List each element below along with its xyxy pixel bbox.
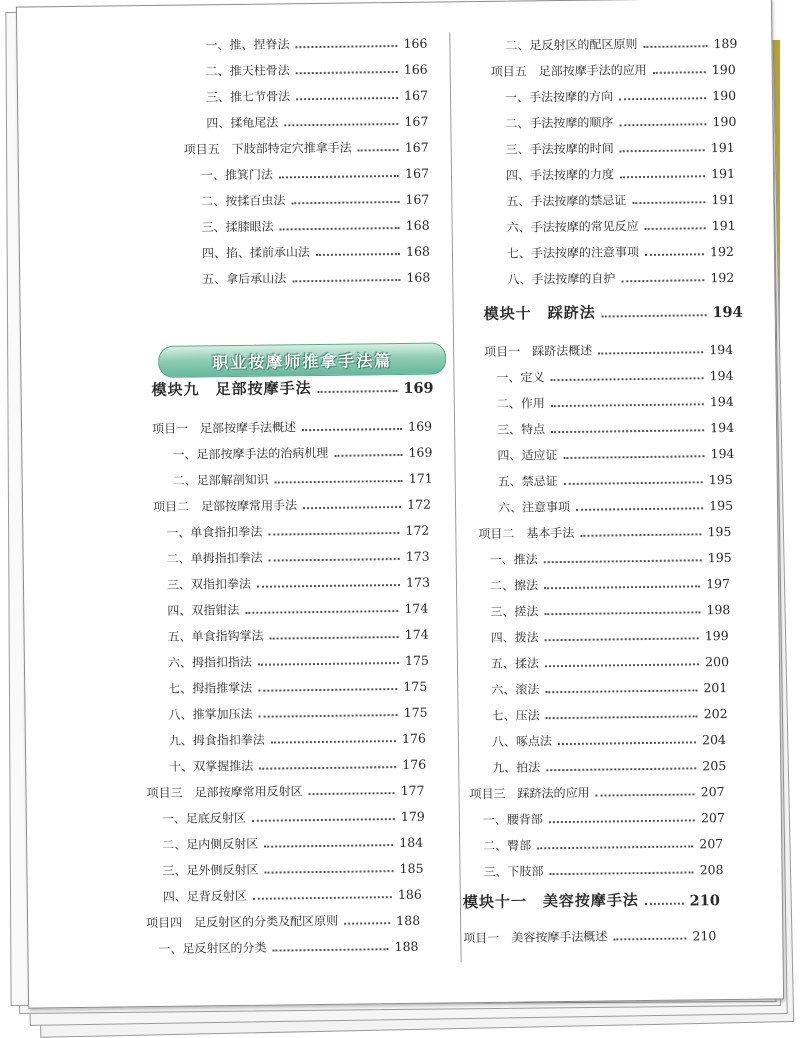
toc-entry <box>490 599 730 620</box>
toc-project-entry <box>146 780 424 801</box>
toc-entry-label: 三、特点 <box>497 422 546 437</box>
toc-entry-page: 167 <box>405 165 430 181</box>
dot-leader <box>264 844 393 848</box>
toc-entry <box>491 703 727 724</box>
toc-entry <box>507 215 736 236</box>
toc-entry-page: 208 <box>699 862 724 878</box>
toc-entry <box>166 520 429 541</box>
dot-leader <box>563 455 704 459</box>
toc-entry-label: 模块十 踩跻法 <box>483 303 596 323</box>
dot-leader <box>619 97 706 100</box>
toc-entry-label: 一、足反射区的分类 <box>158 940 267 956</box>
toc-entry <box>172 442 432 463</box>
toc-entry-label: 五、拿后承山法 <box>202 271 287 287</box>
dot-leader <box>545 637 699 641</box>
toc-project-entry <box>184 137 429 158</box>
toc-entry <box>202 267 430 288</box>
dot-leader <box>272 948 388 951</box>
toc-entry-page: 188 <box>396 912 421 929</box>
toc-entry-page: 175 <box>403 678 428 694</box>
toc-entry-page: 194 <box>710 445 735 462</box>
toc-entry-label: 三、推七节骨法 <box>205 89 291 105</box>
toc-entry-label: 二、手法按摩的顺序 <box>505 115 614 131</box>
toc-entry-page: 195 <box>709 497 734 514</box>
toc-entry <box>505 85 736 106</box>
dot-leader <box>316 253 400 256</box>
toc-entry-label: 四、揉龟尾法 <box>206 115 279 131</box>
toc-entry-label: 项目四 足反射区的分类及配区原则 <box>146 913 339 931</box>
dot-leader <box>613 938 686 941</box>
toc-entry-label: 项目一 踩跻法概述 <box>484 343 593 359</box>
toc-entry-label: 三、手法按摩的时间 <box>505 141 614 157</box>
toc-entry-label: 五、揉法 <box>490 656 540 671</box>
toc-entry <box>162 806 425 827</box>
toc-entry <box>483 859 723 880</box>
toc-project-entry <box>152 416 432 437</box>
dot-leader <box>545 663 699 667</box>
toc-project-entry <box>153 494 431 515</box>
toc-entry-page: 175 <box>404 652 430 668</box>
toc-entry-label: 六、滚法 <box>491 682 540 697</box>
toc-entry-page: 179 <box>400 808 425 825</box>
toc-module-heading <box>463 887 720 912</box>
toc-entry-page: 198 <box>706 601 731 618</box>
dot-leader <box>643 45 707 48</box>
toc-entry-label: 项目五 下肢部特定穴推拿手法 <box>183 140 352 157</box>
toc-entry-page: 174 <box>404 626 429 642</box>
toc-entry-page: 172 <box>407 496 432 512</box>
toc-entry-label: 项目一 美容按摩手法概述 <box>463 929 608 946</box>
toc-entry <box>491 651 729 672</box>
toc-entry-page: 168 <box>405 217 430 233</box>
toc-entry-label: 三、足外侧反射区 <box>162 862 259 878</box>
dot-leader <box>245 610 398 614</box>
toc-entry-label: 五、禁忌证 <box>497 474 558 489</box>
dot-leader <box>546 767 696 771</box>
toc-project-entry <box>491 59 736 80</box>
dot-leader <box>280 227 400 230</box>
toc-entry <box>492 755 726 776</box>
toc-entry <box>497 443 734 464</box>
toc-entry <box>206 85 428 106</box>
toc-entry <box>483 807 725 828</box>
toc-entry-page: 169 <box>403 379 434 397</box>
toc-entry <box>506 137 735 158</box>
toc-entry <box>505 33 737 54</box>
toc-entry-page: 190 <box>711 61 736 78</box>
toc-entry <box>206 111 428 132</box>
toc-entry-label: 四、掐、揉前承山法 <box>201 245 311 261</box>
dot-leader <box>544 585 700 589</box>
toc-entry-label: 项目二 基本手法 <box>478 525 575 542</box>
toc-entry-page: 185 <box>399 860 424 877</box>
dot-leader <box>258 688 397 692</box>
dot-leader <box>334 454 402 457</box>
toc-entry-label: 一、足部按摩手法的治病机理 <box>172 445 329 462</box>
toc-entry <box>206 59 428 80</box>
toc-entry <box>167 598 428 619</box>
toc-entry-label: 一、推、捏脊法 <box>205 37 290 53</box>
toc-entry-page: 210 <box>692 928 717 944</box>
dot-leader <box>602 314 707 317</box>
dot-leader <box>252 818 395 822</box>
toc-entry <box>162 832 423 853</box>
toc-entry-page: 204 <box>701 732 727 748</box>
toc-entry <box>507 241 734 262</box>
dot-leader <box>292 279 400 282</box>
toc-entry-label: 三、揉膝眼法 <box>201 219 274 235</box>
dot-leader <box>270 636 399 640</box>
toc-entry-page: 166 <box>403 61 428 77</box>
dot-leader <box>268 532 399 536</box>
toc-entry-label: 二、擦法 <box>489 578 539 593</box>
toc-entry-page: 195 <box>707 549 732 566</box>
toc-entry-label: 六、拇指扣指法 <box>167 654 253 670</box>
toc-entry-page: 174 <box>404 600 429 616</box>
toc-entry-page: 194 <box>710 419 735 436</box>
toc-entry-label: 二、推天柱骨法 <box>205 63 290 79</box>
toc-entry-label: 二、作用 <box>496 396 545 411</box>
toc-project-entry <box>146 910 420 931</box>
toc-entry-page: 202 <box>703 706 728 722</box>
toc-module-heading <box>484 299 743 324</box>
toc-entry-page: 199 <box>704 627 729 644</box>
toc-entry-page: 191 <box>711 217 736 234</box>
toc-entry-label: 七、压法 <box>491 708 540 723</box>
toc-entry <box>491 625 729 646</box>
toc-entry <box>163 884 422 905</box>
dot-leader <box>318 390 398 393</box>
toc-entry-page: 168 <box>405 243 431 259</box>
toc-entry <box>483 833 723 854</box>
toc-entry-page: 194 <box>709 393 734 410</box>
toc-entry <box>498 495 733 516</box>
toc-entry-page: 176 <box>402 756 427 772</box>
section-banner: 职业按摩师推拿手法篇 <box>158 342 446 378</box>
toc-entry-page: 192 <box>710 243 735 260</box>
toc-entry-page: 197 <box>706 575 731 592</box>
toc-entry-page: 186 <box>397 886 422 903</box>
dot-leader <box>291 201 399 204</box>
toc-entry-label: 项目二 足部按摩常用手法 <box>152 498 298 515</box>
toc-page <box>16 0 784 1009</box>
toc-entry-page: 166 <box>403 35 428 51</box>
toc-entry <box>496 365 733 386</box>
toc-entry-label: 三、搓法 <box>490 604 539 619</box>
dot-leader <box>284 123 398 126</box>
toc-entry-page: 173 <box>406 574 431 590</box>
toc-entry-page: 207 <box>699 836 724 852</box>
toc-entry-page: 167 <box>404 139 429 155</box>
dot-leader <box>551 377 704 381</box>
toc-entry-label: 模块九 足部按摩手法 <box>151 379 312 400</box>
toc-entry-label: 五、单食指钩掌法 <box>167 628 264 644</box>
toc-entry-label: 二、按揉百虫法 <box>201 193 286 209</box>
dot-leader <box>596 793 695 796</box>
dot-leader <box>275 480 403 484</box>
toc-entry-page: 201 <box>703 680 728 696</box>
toc-entry-page: 194 <box>709 341 734 358</box>
toc-entry-label: 一、足底反射区 <box>161 810 246 826</box>
toc-entry-label: 十、双掌握推法 <box>169 758 254 774</box>
toc-entry-label: 八、啄点法 <box>491 734 553 749</box>
toc-entry-page: 169 <box>408 418 433 434</box>
dot-leader <box>537 845 693 849</box>
dot-leader <box>580 533 701 536</box>
toc-entry-page: 207 <box>700 810 725 826</box>
dot-leader <box>344 922 390 925</box>
dot-leader <box>296 71 398 74</box>
toc-entry-label: 二、足部解剖知识 <box>172 472 269 488</box>
dot-leader <box>620 149 705 152</box>
toc-project-entry <box>469 781 724 802</box>
toc-entry-page: 189 <box>713 35 738 52</box>
dot-leader <box>645 903 684 905</box>
dot-leader <box>645 227 706 230</box>
toc-entry-page: 207 <box>700 784 725 800</box>
toc-entry-label: 四、双指钳法 <box>167 602 240 618</box>
dot-leader <box>564 481 703 485</box>
toc-entry-label: 一、手法按摩的方向 <box>504 89 614 105</box>
toc-entry-label: 七、手法按摩的注意事项 <box>506 245 640 261</box>
toc-module-heading <box>151 375 433 400</box>
toc-entry-label: 模块十一 美容按摩手法 <box>462 891 639 912</box>
toc-entry-page: 167 <box>405 191 430 207</box>
toc-entry-page: 177 <box>400 782 425 799</box>
dot-leader <box>296 97 398 100</box>
toc-entry <box>201 189 429 210</box>
column-divider <box>449 32 461 962</box>
toc-entry <box>167 572 430 593</box>
toc-entry-page: 195 <box>708 471 733 488</box>
toc-entry <box>497 417 734 438</box>
dot-leader <box>621 279 704 282</box>
dot-leader <box>302 428 402 431</box>
dot-leader <box>545 689 697 693</box>
toc-entry <box>507 267 734 288</box>
dot-leader <box>257 584 400 588</box>
toc-entry-label: 四、足背反射区 <box>162 888 247 904</box>
toc-entry-page: 168 <box>406 269 431 285</box>
toc-entry <box>201 215 429 236</box>
dot-leader <box>309 792 395 795</box>
toc-entry-page: 167 <box>404 113 429 129</box>
toc-entry <box>169 754 426 775</box>
toc-entry-label: 七、拇指推掌法 <box>168 680 253 696</box>
dot-leader <box>653 71 706 74</box>
toc-entry <box>205 33 427 54</box>
toc-entry <box>173 468 433 489</box>
toc-entry-label: 三、下肢部 <box>483 864 544 880</box>
dot-leader <box>619 123 706 126</box>
toc-entry-label: 四、适应证 <box>497 448 558 463</box>
dot-leader <box>544 611 700 615</box>
toc-entry <box>168 676 427 697</box>
toc-entry-label: 项目三 足部按摩常用反射区 <box>146 784 303 801</box>
toc-entry-page: 173 <box>405 548 430 564</box>
toc-entry-page: 192 <box>710 269 735 286</box>
toc-entry-page: 191 <box>711 191 736 208</box>
toc-entry-page: 190 <box>712 87 737 104</box>
toc-entry-label: 八、推掌加压法 <box>168 706 253 722</box>
dot-leader <box>303 506 401 509</box>
dot-leader <box>259 714 398 718</box>
toc-entry-page: 172 <box>405 522 430 538</box>
toc-entry-label: 三、双指扣拳法 <box>166 576 252 592</box>
toc-entry-page: 188 <box>394 938 419 955</box>
dot-leader <box>279 175 399 178</box>
dot-leader <box>269 558 400 562</box>
toc-entry <box>168 702 427 723</box>
toc-entry-page: 184 <box>399 834 424 851</box>
toc-entry-page: 191 <box>710 139 735 156</box>
toc-entry-page: 205 <box>702 758 727 774</box>
dot-leader <box>258 662 399 666</box>
toc-entry <box>167 546 430 567</box>
toc-entry <box>506 163 735 184</box>
toc-entry-page: 190 <box>712 113 737 130</box>
toc-entry-label: 项目一 足部按摩手法概述 <box>151 420 297 437</box>
dot-leader <box>598 351 703 354</box>
toc-entry <box>201 163 429 184</box>
toc-entry-label: 二、足内侧反射区 <box>162 836 259 852</box>
dot-leader <box>265 870 394 874</box>
toc-entry-label: 一、腰背部 <box>482 812 543 828</box>
toc-entry-label: 一、推箕门法 <box>200 167 274 183</box>
dot-leader <box>253 896 392 900</box>
toc-entry-page: 167 <box>404 87 429 103</box>
toc-entry-label: 二、臀部 <box>483 838 532 854</box>
toc-project-entry <box>478 521 731 542</box>
toc-entry-label: 一、定义 <box>496 370 545 385</box>
toc-entry <box>497 391 734 412</box>
toc-entry-page: 169 <box>408 444 433 460</box>
dot-leader <box>558 741 696 745</box>
toc-entry <box>506 189 735 210</box>
toc-entry <box>162 858 423 879</box>
toc-entry-label: 一、推法 <box>489 552 538 567</box>
dot-leader <box>632 201 705 204</box>
toc-entry-page: 194 <box>712 303 743 322</box>
dot-leader <box>551 403 704 407</box>
toc-entry-label: 五、手法按摩的禁忌证 <box>506 193 627 209</box>
toc-entry <box>169 728 426 749</box>
toc-entry <box>505 111 736 132</box>
toc-entry <box>490 573 730 594</box>
toc-entry-page: 194 <box>709 367 734 384</box>
dot-leader <box>295 45 397 48</box>
toc-entry <box>168 650 429 671</box>
dot-leader <box>620 175 705 178</box>
toc-entry-page: 175 <box>403 704 428 720</box>
toc-entry <box>492 729 726 750</box>
dot-leader <box>549 819 695 823</box>
toc-project-entry <box>463 925 716 946</box>
toc-project-entry <box>484 339 733 360</box>
toc-entry-label: 项目五 足部按摩手法的应用 <box>490 62 647 79</box>
toc-entry-label: 四、手法按摩的力度 <box>505 167 615 183</box>
toc-entry-label: 六、手法按摩的常见反应 <box>506 219 639 235</box>
toc-entry <box>202 241 430 262</box>
toc-entry <box>490 547 732 568</box>
dot-leader <box>551 429 704 433</box>
toc-entry <box>498 469 733 490</box>
toc-entry-page: 200 <box>705 653 730 670</box>
toc-entry <box>491 677 727 698</box>
dot-leader <box>358 149 399 152</box>
toc-entry-label: 九、拍法 <box>492 760 541 775</box>
toc-entry-label: 二、足反射区的配区原则 <box>505 37 638 53</box>
toc-entry-label: 一、单食指扣拳法 <box>166 524 263 540</box>
toc-entry <box>167 624 428 645</box>
toc-entry-label: 二、单拇指扣拳法 <box>166 550 263 566</box>
toc-entry-page: 191 <box>711 165 736 182</box>
dot-leader <box>546 715 698 719</box>
dot-leader <box>550 871 694 875</box>
dot-leader <box>645 253 704 256</box>
toc-entry-label: 八、手法按摩的自护 <box>507 271 616 287</box>
toc-entry-page: 176 <box>401 730 426 746</box>
toc-entry-page: 171 <box>408 470 433 486</box>
toc-entry-label: 四、拨法 <box>490 630 539 645</box>
toc-entry-page: 210 <box>689 892 720 910</box>
toc-entry-label: 九、拇食指扣拳法 <box>168 732 265 748</box>
dot-leader <box>259 766 396 770</box>
toc-entry-label: 六、注意事项 <box>497 499 571 515</box>
dot-leader <box>576 507 703 511</box>
toc-entry <box>158 936 418 957</box>
dot-leader <box>544 559 702 563</box>
toc-entry-label: 项目三 踩跻法的应用 <box>469 785 590 802</box>
toc-entry-page: 195 <box>707 523 732 540</box>
dot-leader <box>271 740 396 744</box>
